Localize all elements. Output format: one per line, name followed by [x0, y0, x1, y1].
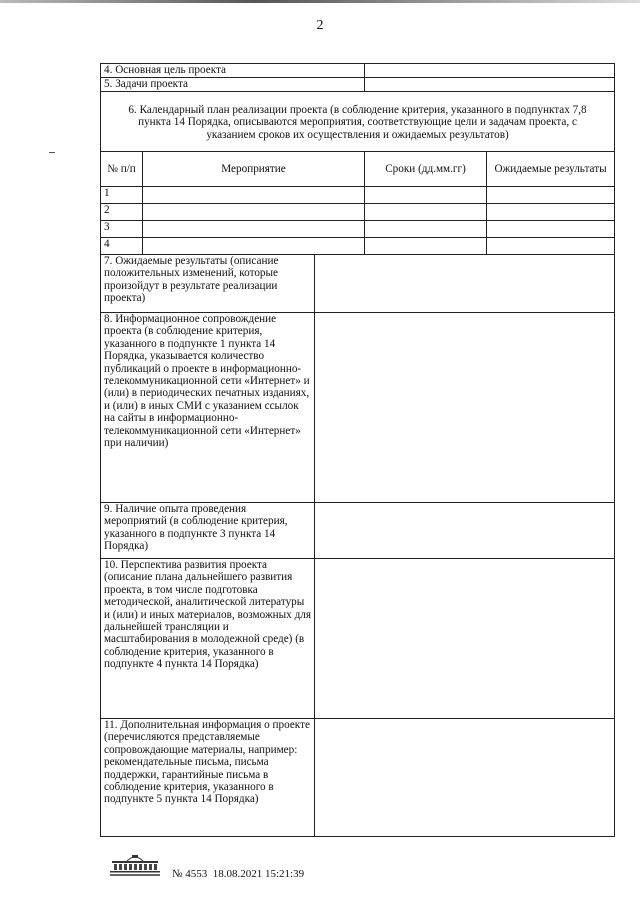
row-expected-results — [101, 255, 615, 313]
application-form-table — [100, 63, 615, 837]
plan-row-dates[interactable] — [365, 238, 487, 255]
plan-row — [101, 221, 615, 238]
row-main-goal — [101, 64, 615, 78]
plan-row-num: 4 — [101, 238, 143, 255]
plan-row-event[interactable] — [143, 204, 365, 221]
plan-row-dates[interactable] — [365, 204, 487, 221]
plan-col-results: Ожидаемые результаты — [487, 152, 615, 187]
development-prospect-label: 10. Перспектива развития проекта (описание плана дальнейшего развития проекта, в том числе подготовка методической, аналитической литературы и (или) и иных материалов, возможных для дальнейшей трансляции и масштабирования в молодежной среде) (в соблюдение критерия, указанного в подпункте 4 пункта 14 Порядка) — [101, 559, 315, 719]
experience-value[interactable] — [315, 503, 615, 559]
scan-top-edge — [0, 0, 640, 3]
plan-col-event: Мероприятие — [143, 152, 365, 187]
plan-row-results[interactable] — [487, 204, 615, 221]
registration-stamp — [172, 868, 304, 880]
plan-row-event[interactable] — [143, 187, 365, 204]
plan-row-dates[interactable] — [365, 221, 487, 238]
expected-results-value[interactable] — [315, 255, 615, 313]
plan-row-results[interactable] — [487, 221, 615, 238]
plan-columns-header — [101, 152, 615, 187]
government-seal-icon — [108, 852, 162, 878]
development-prospect-value[interactable] — [315, 559, 615, 719]
row-tasks — [101, 78, 615, 92]
document-number: № 4553 — [172, 868, 208, 880]
plan-row-results[interactable] — [487, 238, 615, 255]
tasks-label: 5. Задачи проекта — [101, 78, 365, 92]
plan-col-num: № п/п — [101, 152, 143, 187]
row-development-prospect — [101, 559, 615, 719]
row-additional-info — [101, 719, 615, 837]
plan-row-event[interactable] — [143, 221, 365, 238]
plan-row — [101, 187, 615, 204]
registration-datetime: 18.08.2021 15:21:39 — [212, 868, 305, 880]
plan-row-num: 3 — [101, 221, 143, 238]
info-support-value[interactable] — [315, 313, 615, 503]
plan-col-dates: Сроки (дд.мм.гг) — [365, 152, 487, 187]
row-info-support — [101, 313, 615, 503]
main-goal-label: 4. Основная цель проекта — [101, 64, 365, 78]
registration-footer — [108, 852, 408, 892]
additional-info-value[interactable] — [315, 719, 615, 837]
plan-row-event[interactable] — [143, 238, 365, 255]
page-number: 2 — [316, 18, 324, 33]
info-support-label: 8. Информационное сопровождение проекта (в соблюдение критерия, указанного в подпункте 1 пункта 14 Порядка, указывается количество публикаций о проекте в информационно-телекоммуникационной сети «Интернет» и (или) в периодических печатных изданиях, и (или) в иных СМИ с указанием ссылок на сайты в информационно-телекоммуникационной сети «Интернет» при наличии) — [101, 313, 315, 503]
row-experience — [101, 503, 615, 559]
calendar-plan-heading: 6. Календарный план реализации проекта (в соблюдение критерия, указанного в подпунктах 7,8 пункта 14 Порядка, описываются мероприятия, соответствующие цели и задачам проекта, с указанием сроков их осуществления и ожидаемых результатов) — [101, 92, 615, 152]
tasks-value[interactable] — [365, 78, 615, 92]
row-calendar-plan-header — [101, 92, 615, 152]
plan-row-dates[interactable] — [365, 187, 487, 204]
expected-results-label: 7. Ожидаемые результаты (описание положительных изменений, которые произойдут в результате реализации проекта) — [101, 255, 315, 313]
experience-label: 9. Наличие опыта проведения мероприятий (в соблюдение критерия, указанного в подпункте 3 пункта 14 Порядка) — [101, 503, 315, 559]
plan-row-num: 1 — [101, 187, 143, 204]
plan-row — [101, 204, 615, 221]
plan-row — [101, 238, 615, 255]
additional-info-label: 11. Дополнительная информация о проекте (перечисляются представляемые сопровождающие материалы, например: рекомендательные письма, письма поддержки, гарантийные письма в соблюдение критерия, указанного в подпункте 5 пункта 14 Порядка) — [101, 719, 315, 837]
main-goal-value[interactable] — [365, 64, 615, 78]
plan-row-num: 2 — [101, 204, 143, 221]
margin-mark — [49, 152, 55, 153]
plan-row-results[interactable] — [487, 187, 615, 204]
